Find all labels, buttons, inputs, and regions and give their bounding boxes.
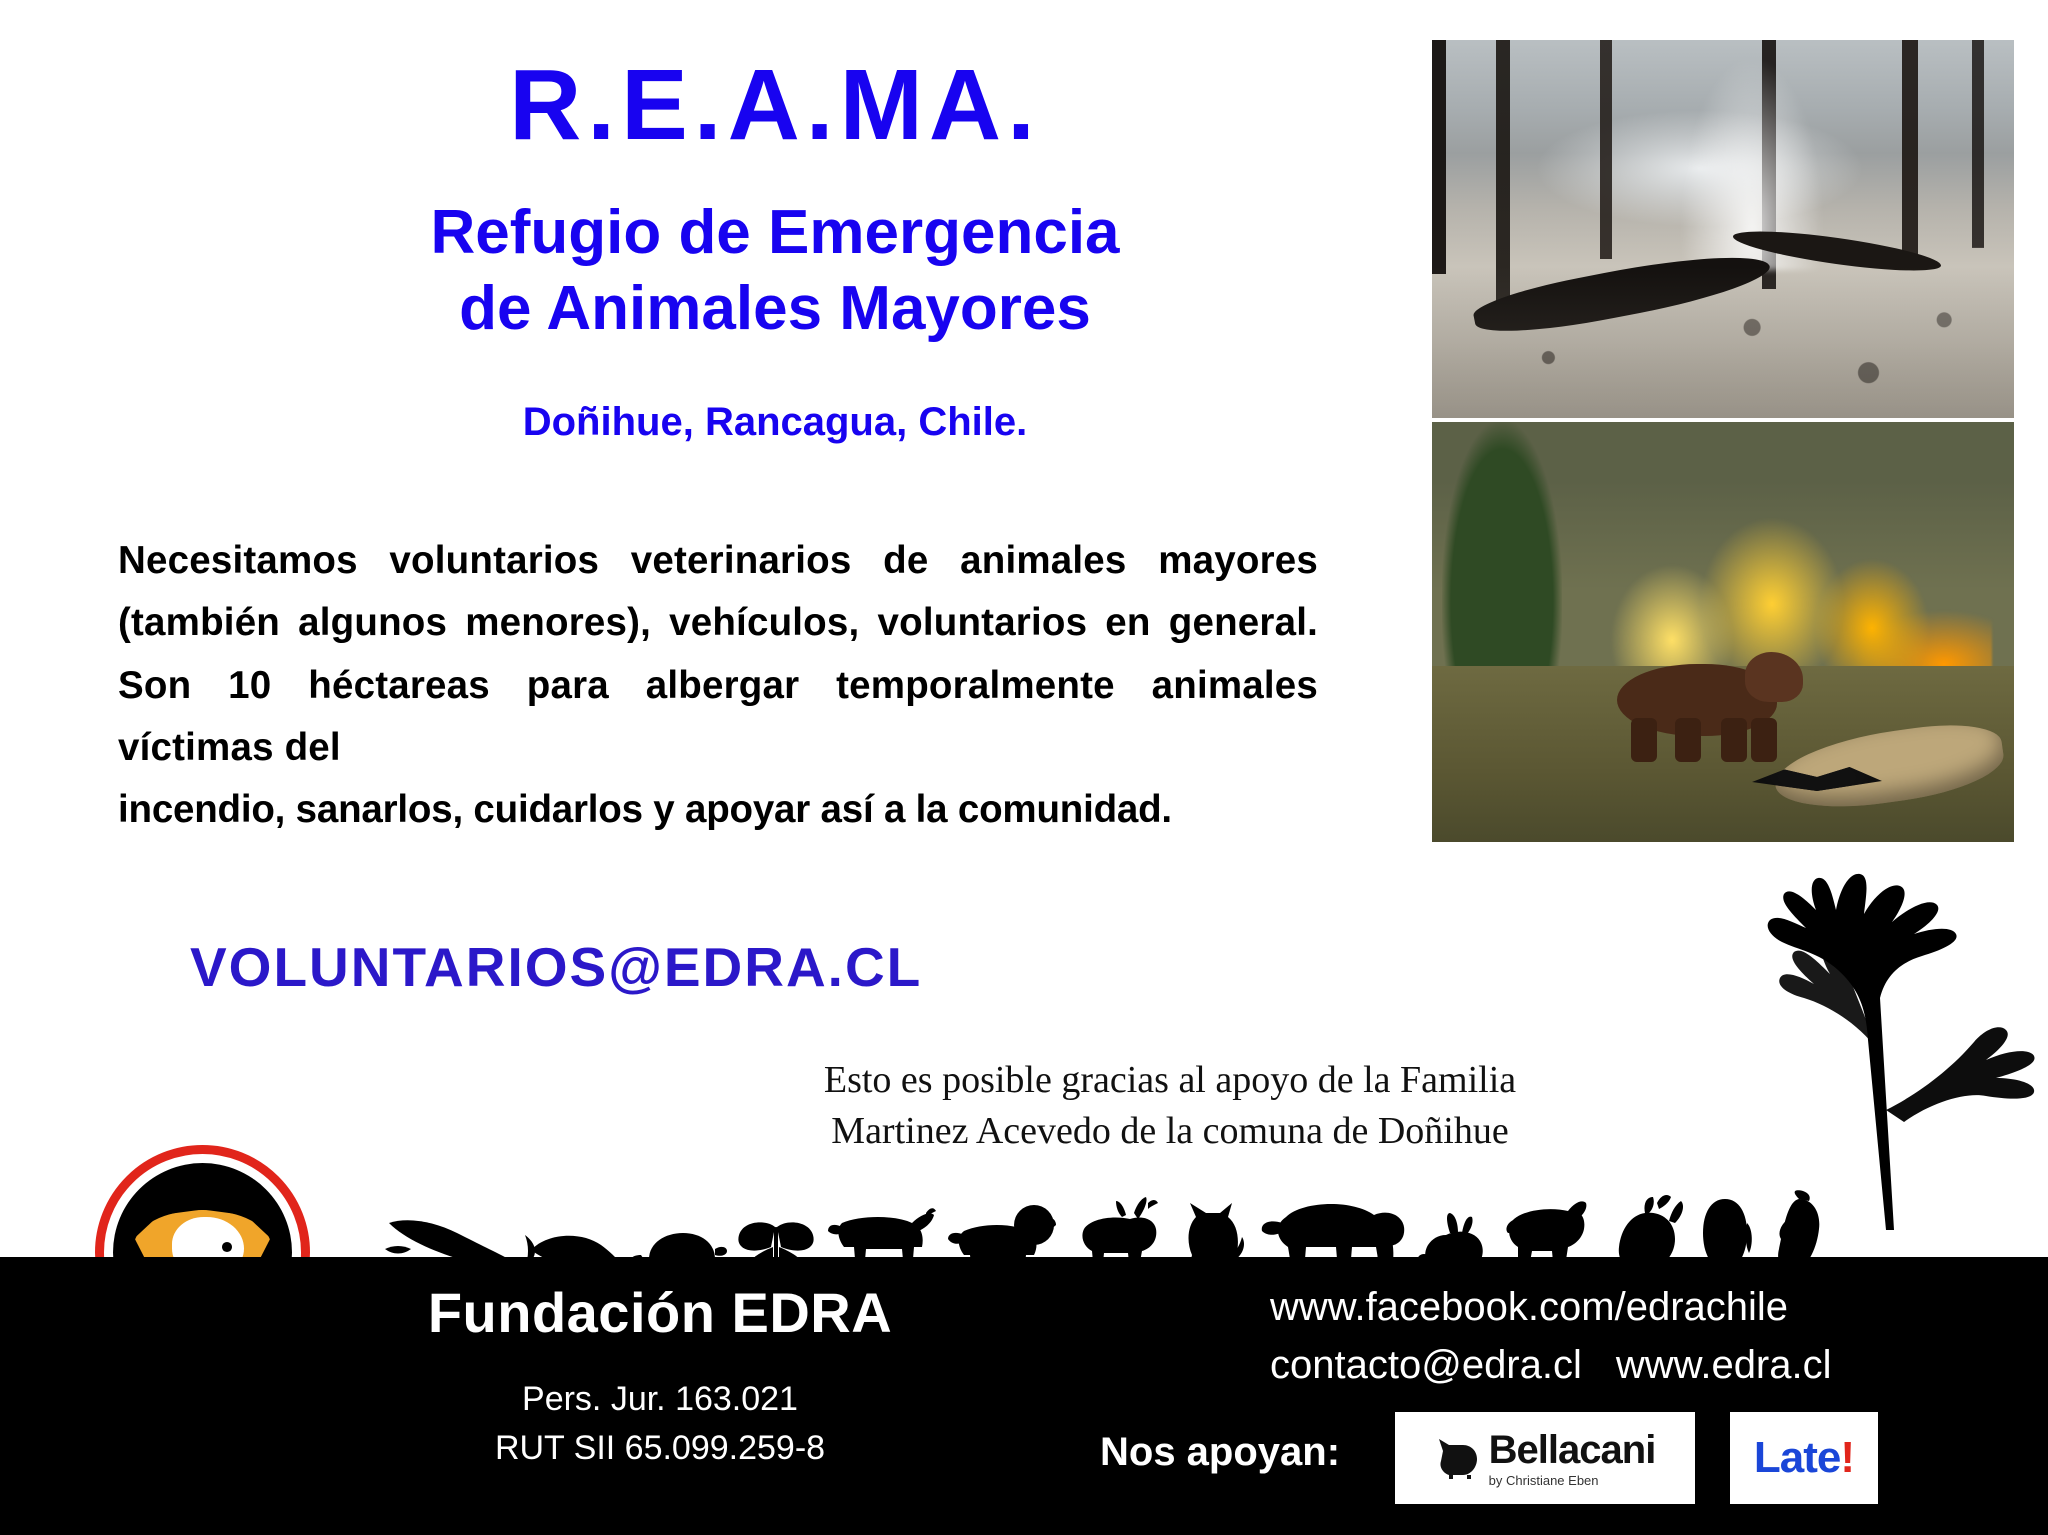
sponsor-bellacani-tagline: by Christiane Eben xyxy=(1488,1473,1599,1488)
bear-leg xyxy=(1675,718,1701,762)
acacia-tree-silhouette-icon xyxy=(1718,810,2038,1230)
bear-leg xyxy=(1721,718,1747,762)
burnt-forest-photo xyxy=(1432,40,2014,418)
bear-icon xyxy=(1617,652,1797,762)
foundation-name: Fundación EDRA xyxy=(427,1281,893,1344)
facebook-link[interactable]: www.facebook.com/edrachile xyxy=(1270,1285,1789,1329)
ash-ground xyxy=(1432,267,2014,418)
location-text: Doñihue, Rancagua, Chile. xyxy=(522,400,1028,444)
bear-leg xyxy=(1751,718,1777,762)
burnt-forest-illustration xyxy=(1432,40,2014,418)
page-title: R.E.A.MA. xyxy=(509,49,1041,161)
subtitle-line-1: Refugio de Emergencia xyxy=(430,198,1120,267)
legal-info xyxy=(350,1375,970,1474)
volunteer-email-link[interactable]: VOLUNTARIOS@EDRA.CL xyxy=(190,936,923,998)
bear-leg xyxy=(1631,718,1657,762)
subtitle xyxy=(270,195,1280,346)
sponsor-bellacani-name: Bellacani xyxy=(1488,1428,1656,1472)
body-paragraph xyxy=(118,530,1318,842)
bear-head xyxy=(1745,652,1803,702)
sponsor-late-suffix: ! xyxy=(1840,1433,1855,1482)
dog-silhouette-icon xyxy=(1435,1435,1481,1481)
acknowledgement-line-2: Martinez Acevedo de la comuna de Doñihue xyxy=(831,1110,1509,1153)
acknowledgement-line-1: Esto es posible gracias al apoyo de la Familia xyxy=(823,1059,1517,1101)
rut: RUT SII 65.099.259-8 xyxy=(494,1429,826,1468)
forest-fire-bear-photo xyxy=(1432,422,2014,842)
body-paragraph-main: Necesitamos voluntarios veterinarios de animales mayores (también algunos menores), vehículos, voluntarios en general. Son 10 héctareas para albergar temporalmente animales víctimas del xyxy=(118,539,1318,770)
forest-fire-illustration xyxy=(1432,422,2014,842)
subtitle-line-2: de Animales Mayores xyxy=(459,273,1091,343)
website-link[interactable]: www.edra.cl xyxy=(1615,1343,1832,1387)
sponsor-late[interactable] xyxy=(1730,1412,1878,1504)
contact-email-link[interactable]: contacto@edra.cl xyxy=(1270,1343,1582,1387)
contact-links xyxy=(1270,1278,1910,1394)
supporters-label: Nos apoyan: xyxy=(1100,1430,1341,1474)
pers-jur: Pers. Jur. 163.021 xyxy=(522,1380,798,1418)
sponsor-late-name: Late xyxy=(1753,1433,1841,1482)
sponsor-bellacani[interactable] xyxy=(1395,1412,1695,1504)
body-paragraph-last-line: incendio, sanarlos, cuidarlos y apoyar así a la comunidad. xyxy=(118,788,1172,832)
acknowledgement-text xyxy=(640,1055,1700,1158)
